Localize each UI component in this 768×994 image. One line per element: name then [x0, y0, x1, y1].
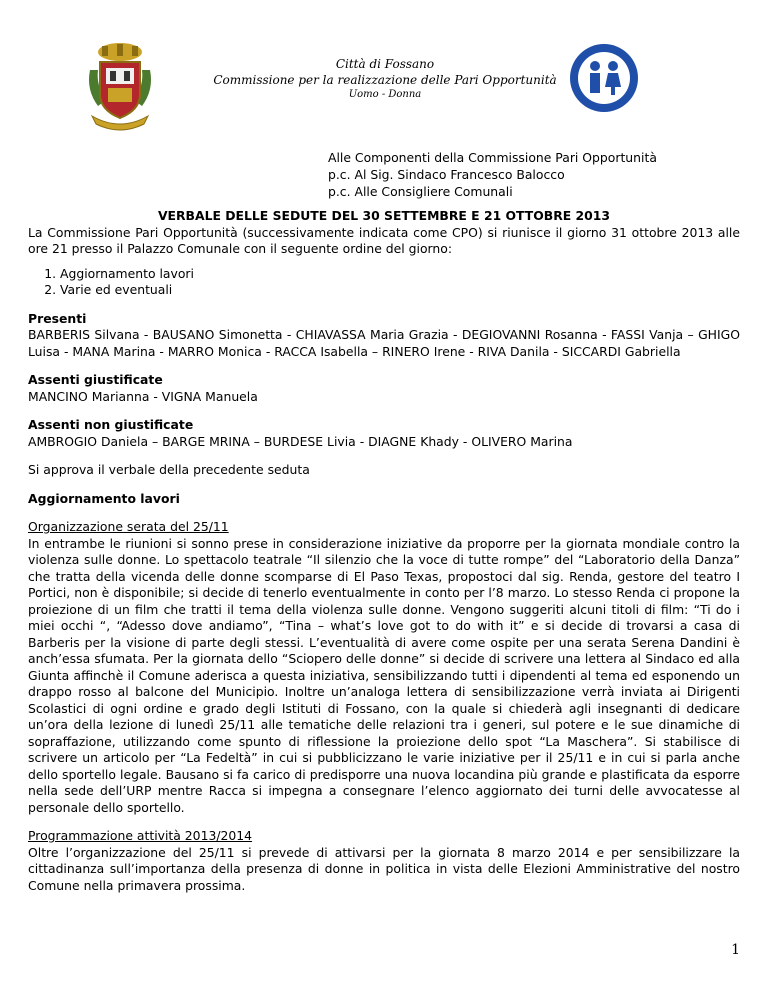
agenda-item: 1. Aggiornamento lavori [60, 266, 740, 283]
unjustified-absent-list: AMBROGIO Daniela – BARGE MRINA – BURDESE Livia - DIAGNE Khady - OLIVERO Marina [28, 433, 573, 449]
section-text: Oltre l’organizzazione del 25/11 si prevede di attivarsi per la giornata 8 marzo 2014 e per sensibilizzare la cittadinanza sull’importanza della presenza di donne in politica in vista delle Elezioni Amministrative del nostro Comune nella primavera prossima. [28, 844, 740, 893]
justified-absent-list: MANCINO Marianna - VIGNA Manuela [28, 388, 258, 404]
agenda-item: 2. Varie ed eventuali [60, 282, 740, 299]
addressees [328, 149, 657, 200]
section-evening-organization [28, 519, 740, 816]
addressee-line: p.c. Al Sig. Sindaco Francesco Balocco [328, 167, 565, 182]
intro-paragraph: La Commissione Pari Opportunità (successivamente indicata come CPO) si riunisce il giorno 31 ottobre 2013 alle ore 21 presso il Palazzo Comunale con il seguente ordine del giorno: [28, 224, 740, 256]
agenda-list [28, 266, 740, 299]
section-heading: Organizzazione serata del 25/11 [28, 519, 229, 534]
section-activity-planning [28, 828, 740, 894]
unjustified-absent-heading: Assenti non giustificate [28, 417, 194, 432]
present-section [28, 311, 740, 361]
city-crest-icon [84, 40, 156, 135]
justified-absent-section [28, 372, 740, 405]
justified-absent-heading: Assenti giustificate [28, 372, 163, 387]
addressee-line: p.c. Alle Consigliere Comunali [328, 184, 513, 199]
commission-name: Commissione per la realizzazione delle Pari Opportunità [213, 73, 557, 87]
city-name: Città di Fossano [335, 57, 435, 71]
page-number: 1 [731, 942, 740, 958]
unjustified-absent-section [28, 417, 740, 450]
present-list: BARBERIS Silvana - BAUSANO Simonetta - CHIAVASSA Maria Grazia - DEGIOVANNI Rosanna - FASSI Vanja – GHIGO Luisa - MANA Marina - MARRO Monica - RACCA Isabella – RINERO Irene - RIVA Danila - SICCARDI Gabriella [28, 327, 740, 359]
approval-note: Si approva il verbale della precedente seduta [28, 462, 310, 477]
section-text: In entrambe le riunioni si sonno prese in considerazione iniziative da proporre per la giornata mondiale contro la violenza sulle donne. Lo spettacolo teatrale “Il silenzio che la voce di tutte rompe” del “Laboratorio della Danza” che tratta della vicenda delle donne scomparse di El Paso Texas, propostoci dal sig. Renda, gestore del teatro I Portici, non è disponibile; si decide di tenerlo eventualmente in conto per l’8 marzo. Lo stesso Renda ci propone la proiezione di un film che tratti il tema della violenza sulle donne. Vengono suggeriti alcuni titoli di film: “Ti do i miei occhi “, “Adesso dove andiamo”, “Tina – what’s love got to do with it” e si decide di trovarsi a casa di Barberis per la visione di parte degli stessi. L’eventualità di avere come ospite per una serata Serena Dandini è anch’essa sfumata. Per la giornata dello “Sciopero delle donne” si decide di scrivere una lettera al Sindaco ed alla Giunta affinchè il Comune aderisca a questa iniziativa, sensibilizzando tutti i dipendenti al tema ed esponendo un drappo rosso al balcone del Municipio. Inoltre un’analoga lettera di sensibilizzazione verrà inviata ai Dirigenti Scolastici di ogni ordine e grado degli Istituti di Fossano, con la quale si chiederà agli insegnanti di dedicare un’ora della lezione di lunedì 25/11 alle tematiche delle relazioni tra i generi, sul potere e le sue dinamiche di sopraffazione, utilizzando come spunto di riflessione la proiezione dello spot “La Maschera”. Si stabilisce di scrivere un articolo per “La Fedeltà” in cui si pubblicizzano le varie iniziative per il 25/11 e in cui si parla anche dello sportello legale. Bausano si fa carico di predisporre una nuova locandina più grande e plastificata da esporre nella sede dell’URP mentre Racca si impegna a consegnare l’elenco aggiornato dei turni delle avvocatesse al personale dello sportello. [28, 535, 740, 815]
document-body [28, 208, 740, 894]
letterhead [150, 56, 620, 102]
present-heading: Presenti [28, 310, 87, 326]
commission-subtitle: Uomo - Donna [348, 89, 422, 100]
section-heading: Programmazione attività 2013/2014 [28, 828, 253, 843]
addressee-line: Alle Componenti della Commissione Pari Opportunità [328, 150, 657, 165]
updates-heading: Aggiornamento lavori [28, 490, 180, 506]
document-title: VERBALE DELLE SEDUTE DEL 30 SETTEMBRE E 21 OTTOBRE 2013 [157, 208, 611, 223]
